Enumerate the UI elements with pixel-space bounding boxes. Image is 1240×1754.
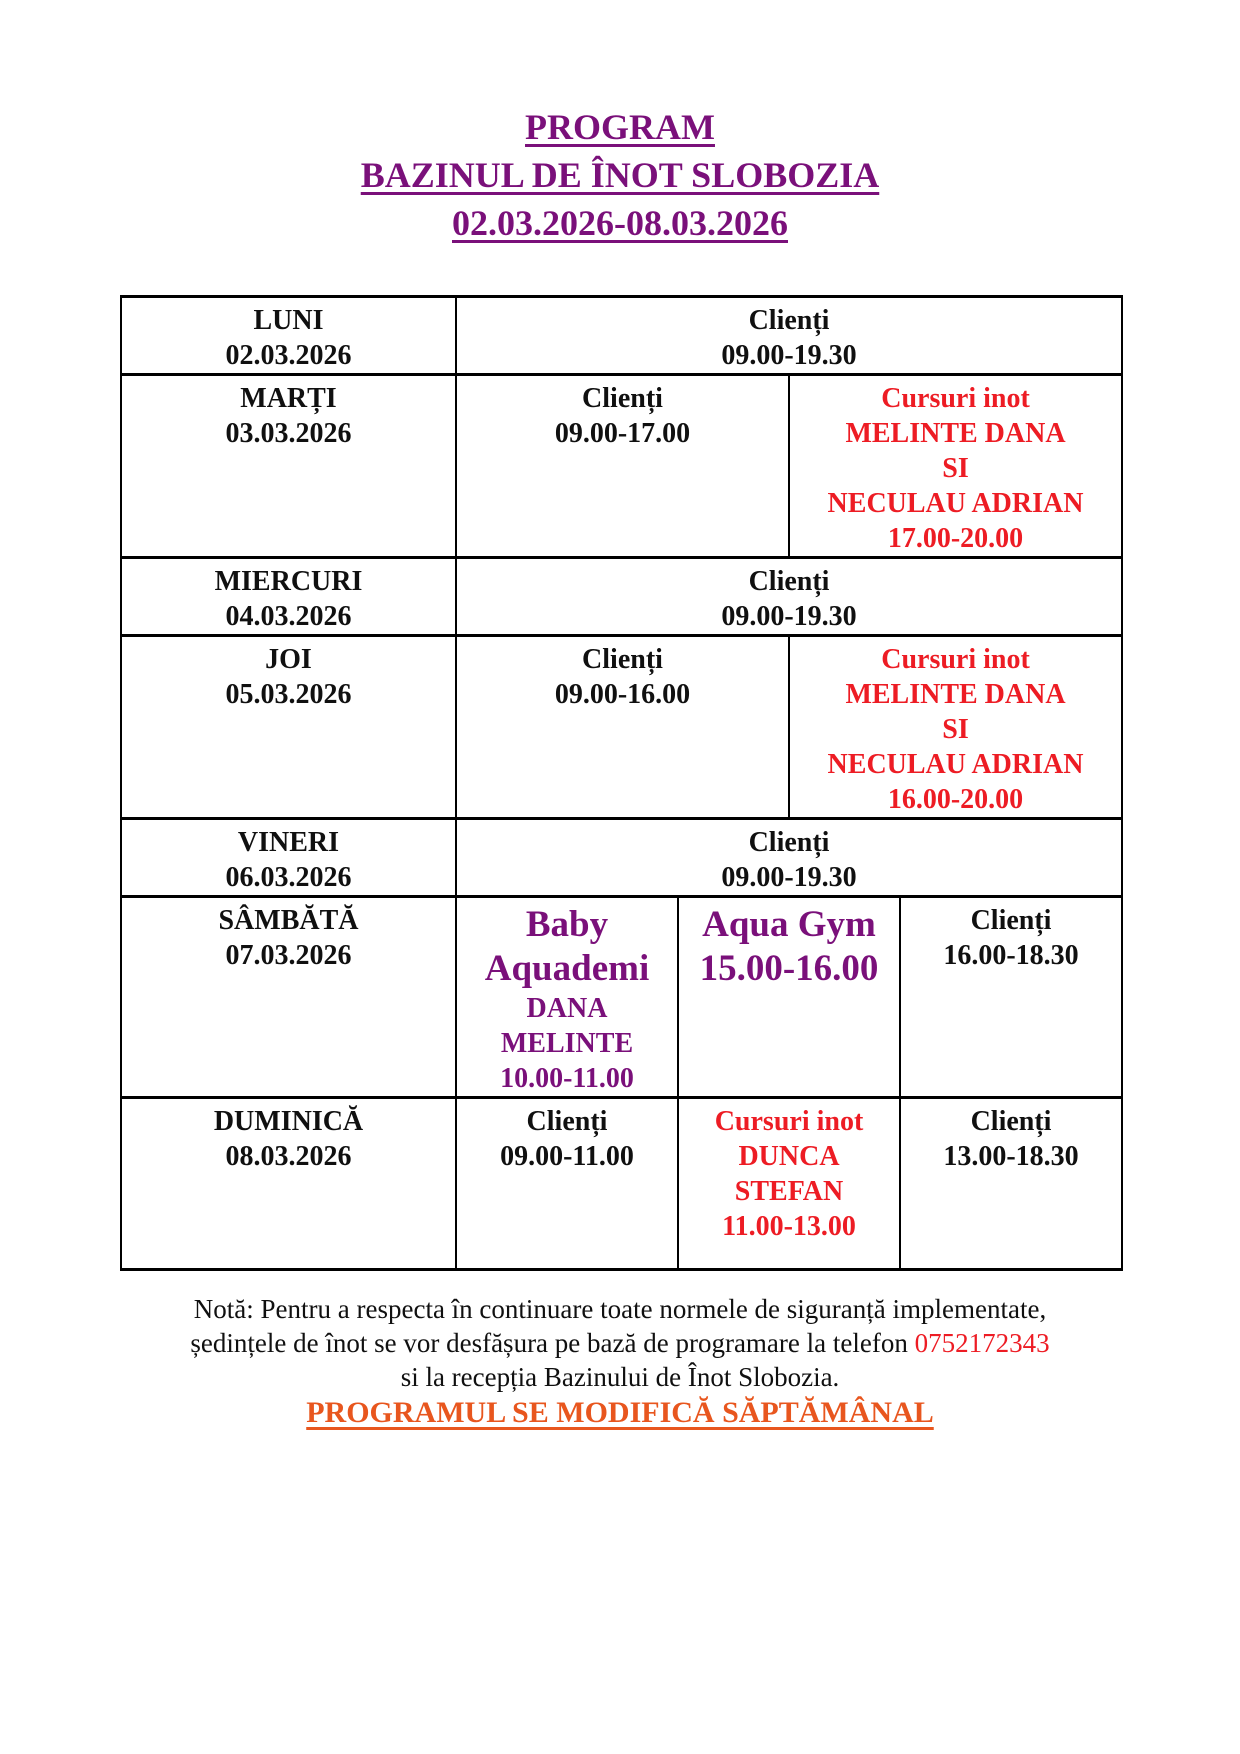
title-venue: BAZINUL DE ÎNOT SLOBOZIA	[360, 155, 880, 195]
day-name: LUNI	[253, 305, 324, 336]
course-title: Cursuri inot	[881, 383, 1030, 414]
clients-hours: 13.00-18.30	[943, 1141, 1079, 1172]
clients-label: Clienți	[970, 905, 1052, 936]
instructor-name: MELINTE	[500, 1028, 634, 1059]
table-row-wednesday	[121, 558, 1122, 636]
baby-aquademi-cell	[456, 897, 678, 1098]
table-row-monday	[121, 297, 1122, 375]
day-name: DUMINICĂ	[213, 1106, 364, 1137]
note-line-1: Notă: Pentru a respecta în continuare toate normele de siguranță implementate,	[193, 1294, 1047, 1324]
phone-number: 0752172343	[914, 1328, 1050, 1358]
day-date: 06.03.2026	[225, 862, 352, 893]
day-cell-monday	[121, 297, 456, 375]
clients-hours: 09.00-11.00	[500, 1141, 634, 1172]
instructor-name: NECULAU ADRIAN	[827, 749, 1084, 780]
clients-hours-cell	[456, 297, 1122, 375]
instructor-name: STEFAN	[734, 1176, 844, 1207]
note-line-3: si la recepția Bazinului de Înot Slobozia.	[400, 1362, 840, 1392]
clients-hours-cell	[900, 897, 1122, 1098]
clients-label: Clienți	[582, 644, 663, 675]
day-name: MARȚI	[240, 383, 337, 414]
activity-title: Baby	[525, 904, 609, 945]
clients-hours: 09.00-19.30	[721, 340, 857, 371]
table-row-thursday	[121, 636, 1122, 819]
course-hours: 17.00-20.00	[887, 523, 1024, 554]
day-name: VINERI	[237, 827, 340, 858]
swim-course-cell	[789, 375, 1122, 558]
day-cell-saturday	[121, 897, 456, 1098]
document-title	[0, 103, 1240, 247]
clients-label: Clienți	[526, 1106, 608, 1137]
table-row-friday	[121, 819, 1122, 897]
clients-hours: 09.00-19.30	[721, 601, 857, 632]
clients-label: Clienți	[748, 566, 830, 597]
clients-hours: 16.00-18.30	[943, 940, 1079, 971]
clients-hours-cell	[456, 636, 789, 819]
swim-course-cell	[789, 636, 1122, 819]
course-hours: 16.00-20.00	[887, 784, 1024, 815]
and-label: SI	[942, 453, 969, 484]
day-cell-wednesday	[121, 558, 456, 636]
day-name: MIERCURI	[214, 566, 363, 597]
day-cell-thursday	[121, 636, 456, 819]
title-date-range: 02.03.2026-08.03.2026	[452, 203, 788, 243]
instructor-name: NECULAU ADRIAN	[827, 488, 1084, 519]
course-hours: 11.00-13.00	[722, 1211, 856, 1242]
table-row-saturday	[121, 897, 1122, 1098]
day-name: JOI	[265, 644, 312, 675]
clients-hours: 09.00-19.30	[721, 862, 857, 893]
day-date: 04.03.2026	[225, 601, 352, 632]
course-title: Cursuri inot	[714, 1106, 864, 1137]
note-line-2	[0, 1326, 1240, 1360]
aqua-gym-cell	[678, 897, 900, 1098]
title-program: PROGRAM	[525, 107, 715, 147]
weekly-change-notice: PROGRAMUL SE MODIFICĂ SĂPTĂMÂNAL	[306, 1396, 934, 1429]
swim-course-cell	[678, 1098, 900, 1270]
activity-title: Aquademi	[484, 948, 650, 989]
course-title: Cursuri inot	[881, 644, 1030, 675]
day-date: 08.03.2026	[225, 1141, 352, 1172]
and-label: SI	[942, 714, 969, 745]
clients-hours-cell	[456, 375, 789, 558]
clients-hours: 09.00-17.00	[554, 418, 691, 449]
day-cell-friday	[121, 819, 456, 897]
clients-hours-cell	[456, 558, 1122, 636]
instructor-name: DANA	[526, 993, 608, 1024]
day-cell-sunday	[121, 1098, 456, 1270]
day-date: 07.03.2026	[225, 940, 352, 971]
clients-label: Clienți	[748, 305, 830, 336]
day-name: SÂMBĂTĂ	[218, 905, 359, 936]
instructor-name: MELINTE DANA	[845, 679, 1066, 710]
activity-title: Aqua Gym	[702, 904, 876, 945]
table-row-tuesday	[121, 375, 1122, 558]
clients-label: Clienți	[748, 827, 830, 858]
instructor-name: MELINTE DANA	[845, 418, 1066, 449]
table-row-sunday	[121, 1098, 1122, 1270]
footer-note	[0, 1292, 1240, 1430]
activity-hours: 10.00-11.00	[500, 1063, 634, 1094]
weekly-schedule-table	[120, 295, 1123, 1271]
clients-hours-cell	[456, 819, 1122, 897]
clients-hours-cell	[456, 1098, 678, 1270]
clients-label: Clienți	[582, 383, 663, 414]
clients-hours-cell	[900, 1098, 1122, 1270]
day-date: 02.03.2026	[225, 340, 352, 371]
note-line-2-text: ședințele de înot se vor desfășura pe bază de programare la telefon	[190, 1328, 915, 1358]
day-cell-tuesday	[121, 375, 456, 558]
clients-label: Clienți	[970, 1106, 1052, 1137]
day-date: 05.03.2026	[225, 679, 352, 710]
day-date: 03.03.2026	[225, 418, 352, 449]
instructor-name: DUNCA	[738, 1141, 840, 1172]
clients-hours: 09.00-16.00	[554, 679, 691, 710]
activity-hours: 15.00-16.00	[699, 948, 879, 989]
